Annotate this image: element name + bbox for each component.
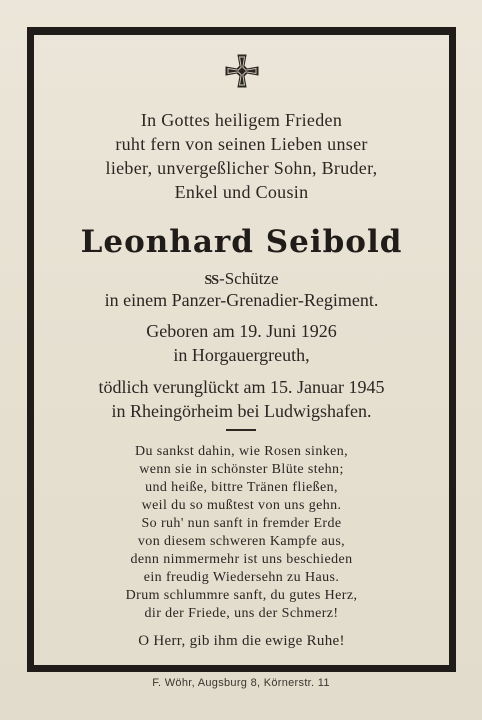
death-info	[34, 375, 449, 423]
intro-line: Enkel und Cousin	[174, 182, 309, 202]
poem-line: So ruh' nun sanft in fremder Erde	[141, 516, 342, 531]
birth-info	[34, 319, 449, 367]
death-date: tödlich verunglückt am 15. Januar 1945	[98, 377, 385, 397]
poem-line: von diesem schweren Kampfe aus,	[137, 534, 346, 549]
poem	[34, 443, 449, 623]
poem-line: wenn sie in schönster Blüte stehn;	[139, 462, 344, 477]
poem-line: und heiße, bittre Tränen fließen,	[145, 480, 338, 495]
birth-place: in Horgauergreuth,	[173, 345, 310, 365]
divider-line	[226, 429, 256, 431]
poem-line: dir der Friede, uns der Schmerz!	[144, 606, 339, 621]
ss-rune-mark: SS	[204, 273, 219, 288]
unit-line: in einem Panzer-Grenadier-Regiment.	[104, 290, 379, 310]
poem-line: Drum schlummre sanft, du gutes Herz,	[125, 588, 358, 603]
deceased-name: Leonhard Seibold	[80, 224, 403, 260]
intro-text	[34, 108, 449, 204]
iron-cross-icon	[224, 53, 260, 89]
rank-title: -Schütze	[219, 269, 279, 288]
intro-line: lieber, unvergeßlicher Sohn, Bruder,	[105, 158, 378, 178]
death-place: in Rheingörheim bei Ludwigshafen.	[111, 401, 372, 421]
poem-line: Du sankst dahin, wie Rosen sinken,	[134, 444, 349, 459]
closing-prayer: O Herr, gib ihm die ewige Ruhe!	[138, 633, 345, 649]
intro-line: ruht fern von seinen Lieben unser	[115, 134, 368, 154]
card-content	[34, 35, 449, 665]
birth-date: Geboren am 19. Juni 1926	[146, 321, 337, 341]
poem-line: weil du so mußtest von uns gehn.	[141, 498, 342, 513]
printer-imprint: F. Wöhr, Augsburg 8, Körnerstr. 11	[152, 677, 330, 689]
poem-line: denn nimmermehr ist uns beschieden	[130, 552, 353, 567]
poem-line: ein freudig Wiedersehn zu Haus.	[143, 570, 340, 585]
intro-line: In Gottes heiligem Frieden	[140, 110, 343, 130]
